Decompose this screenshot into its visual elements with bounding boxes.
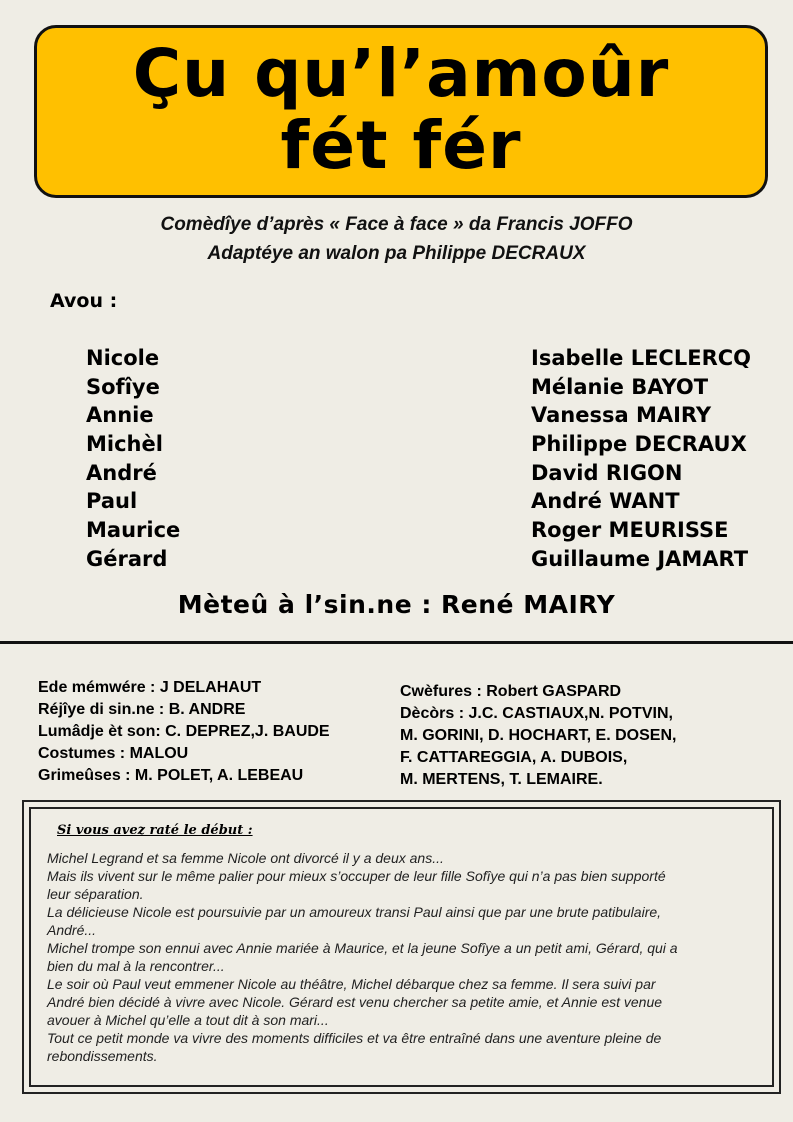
synopsis-line: rebondissements.: [47, 1048, 158, 1064]
role-name: Nicole: [86, 346, 160, 370]
credit-line: Réjîye di sin.ne : B. ANDRE: [38, 701, 246, 718]
subtitle-adaptation: Adaptéye an walon pa Philippe DECRAUX: [207, 243, 586, 264]
cast-actors: [531, 344, 751, 574]
title-banner: [34, 25, 768, 198]
credits-right: [400, 681, 676, 791]
title-line-1: Çu qu’l’amoûr: [132, 35, 670, 112]
actor-name: Mélanie BAYOT: [531, 374, 709, 399]
synopsis-box: [22, 800, 781, 1094]
credit-line: Dècòrs : J.C. CASTIAUX,N. POTVIN,: [400, 705, 673, 722]
credit-line: Cwèfures : Robert GASPARD: [400, 683, 622, 700]
synopsis-line: Mais ils vivent sur le même palier pour mieux s’occuper de leur fille Sofîye qui n’a pas bien supporté: [47, 868, 666, 884]
subtitle-credit: Comèdîye d’après « Face à face » da Francis JOFFO: [160, 214, 633, 235]
synopsis-line: Le soir où Paul veut emmener Nicole au théâtre, Michel débarque chez sa femme. Il sera suivi par: [47, 976, 656, 992]
credit-line: M. MERTENS, T. LEMAIRE.: [400, 771, 603, 788]
role-name: Paul: [86, 489, 138, 514]
synopsis-text: [47, 849, 757, 1065]
synopsis-line: André...: [47, 922, 97, 938]
role-name: Maurice: [86, 518, 181, 543]
actor-name: David RIGON: [531, 460, 683, 485]
director-line: Mèteû à l’sin.ne : René MAIRY: [177, 590, 616, 619]
actor-name: Isabelle LECLERCQ: [531, 346, 752, 370]
synopsis-line: Michel trompe son ennui avec Annie mariée à Maurice, et la jeune Sofîye a un petit ami, Gérard, qui a: [47, 940, 678, 956]
synopsis-line: Michel Legrand et sa femme Nicole ont divorcé il y a deux ans...: [47, 850, 444, 866]
synopsis-line: La délicieuse Nicole est poursuivie par un amoureux transi Paul ainsi que par une brute patibulaire,: [47, 904, 662, 920]
actor-name: Guillaume JAMART: [531, 546, 749, 571]
actor-name: Roger MEURISSE: [531, 518, 729, 543]
synopsis-line: avouer à Michel qu’elle a tout dit à son mari...: [47, 1012, 329, 1028]
credit-line: Lumâdje èt son: C. DEPREZ,J. BAUDE: [38, 723, 330, 740]
divider: [0, 641, 793, 644]
credit-line: Grimeûses : M. POLET, A. LEBEAU: [38, 767, 304, 784]
role-name: Michèl: [86, 432, 163, 457]
credit-line: Costumes : MALOU: [38, 745, 189, 762]
synopsis-line: Tout ce petit monde va vivre des moments difficiles et va être entraîné dans une aventure pleine de: [47, 1030, 662, 1046]
synopsis-line: leur séparation.: [47, 886, 144, 902]
synopsis-inner-frame: [29, 807, 774, 1087]
title-line-2: fét fér: [280, 107, 522, 184]
role-name: André: [86, 460, 157, 485]
synopsis-line: André bien décidé à vivre avec Nicole. Gérard est venu chercher sa petite amie, et Annie est venue: [47, 994, 663, 1010]
credit-line: Ede mémwére : J DELAHAUT: [38, 679, 262, 696]
credit-line: F. CATTAREGGIA, A. DUBOIS,: [400, 749, 628, 766]
role-name: Gérard: [86, 546, 168, 571]
synopsis-heading: Si vous avez raté le début :: [57, 823, 253, 838]
synopsis-line: bien du mal à la rencontrer...: [47, 958, 225, 974]
role-name: Sofîye: [86, 374, 160, 399]
actor-name: Philippe DECRAUX: [531, 432, 747, 457]
credits-left: [38, 677, 330, 787]
actor-name: Vanessa MAIRY: [531, 403, 712, 428]
cast-roles: [86, 344, 180, 574]
credit-line: M. GORINI, D. HOCHART, E. DOSEN,: [400, 727, 677, 744]
actor-name: André WANT: [531, 489, 680, 514]
cast-heading: Avou :: [50, 290, 118, 312]
role-name: Annie: [86, 403, 154, 428]
